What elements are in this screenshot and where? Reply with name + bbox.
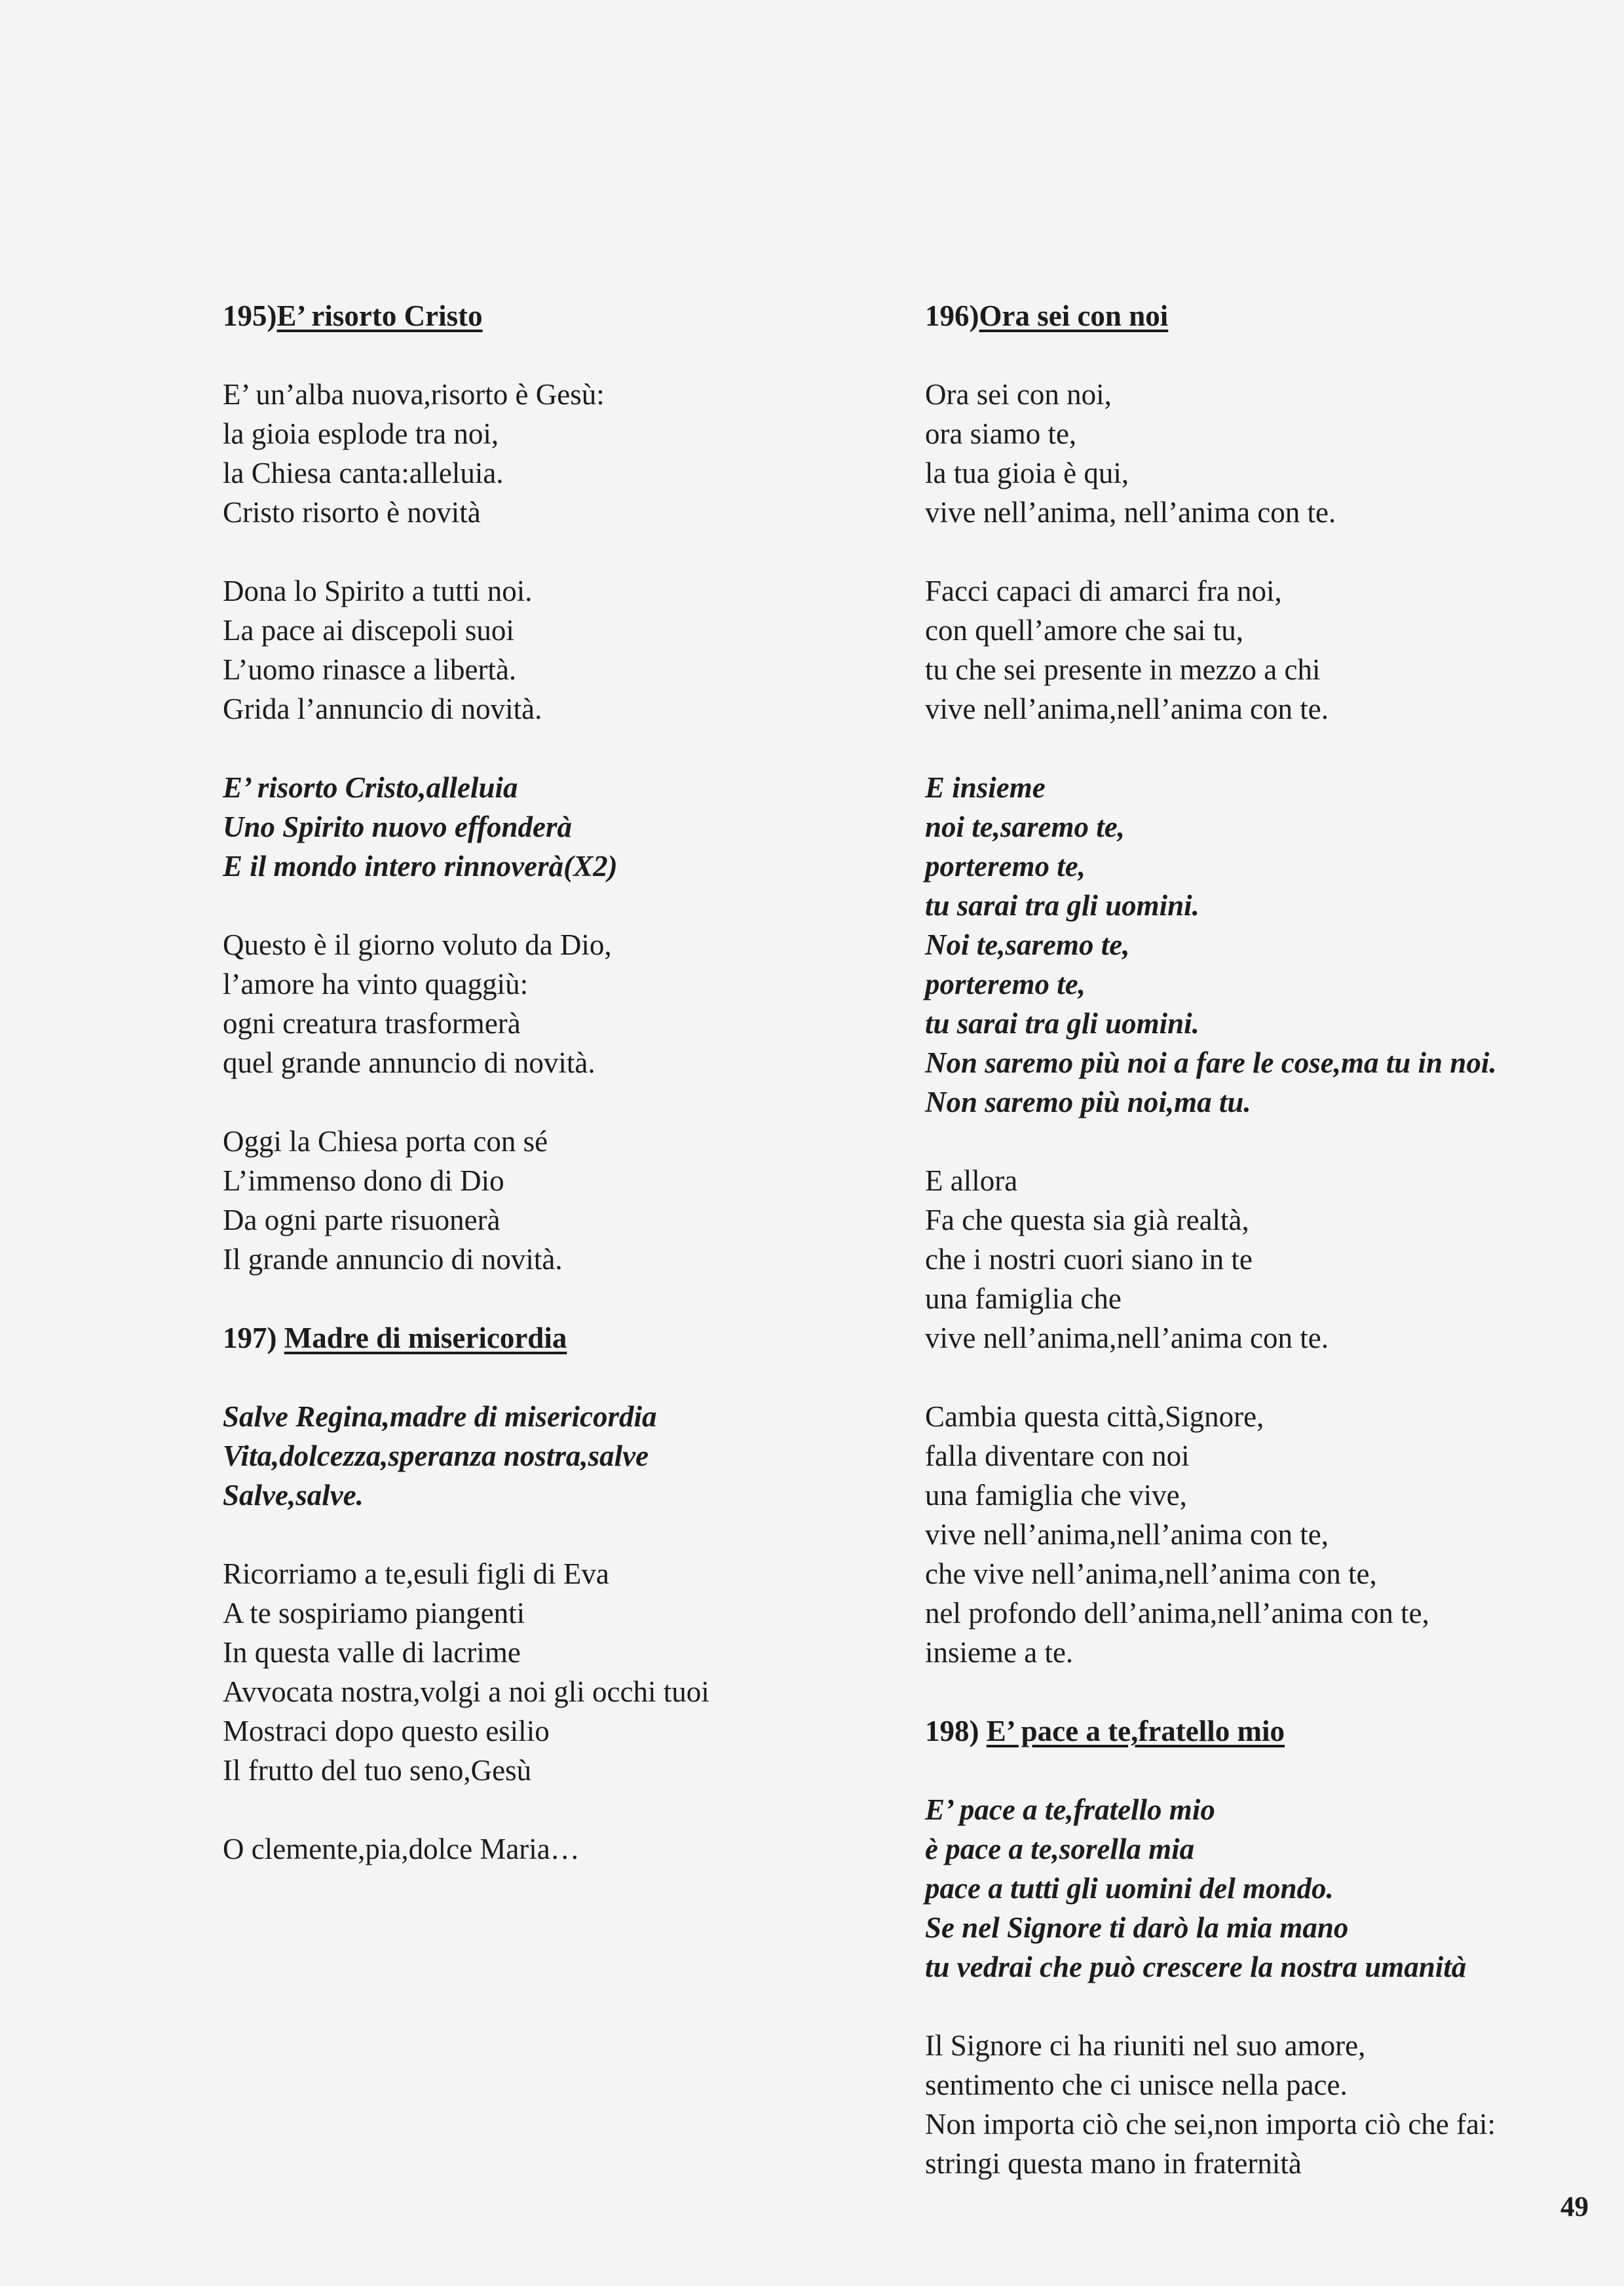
- song: [223, 1318, 878, 1869]
- lyric-line: una famiglia che vive,: [925, 1479, 1187, 1512]
- song-number: 196): [925, 299, 979, 332]
- lyric-line: è pace a te,sorella mia: [925, 1833, 1195, 1865]
- lyric-line: tu vedrai che può crescere la nostra umanità: [925, 1951, 1467, 1983]
- song-title: E’ pace a te,fratello mio: [986, 1715, 1285, 1747]
- lyric-line: Salve Regina,madre di misericordia: [223, 1400, 657, 1433]
- lyric-line: Ora sei con noi,: [925, 378, 1112, 411]
- lyric-line: Questo è il giorno voluto da Dio,: [223, 928, 612, 961]
- lyric-line: Ricorriamo a te,esuli figli di Eva: [223, 1557, 609, 1590]
- chorus-stanza: [223, 1397, 878, 1515]
- lyric-line: In questa valle di lacrime: [223, 1636, 521, 1669]
- lyric-line: Facci capaci di amarci fra noi,: [925, 575, 1282, 607]
- verse-stanza: [925, 1161, 1619, 1358]
- lyric-line: Cristo risorto è novità: [223, 496, 481, 529]
- lyric-line: E allora: [925, 1164, 1018, 1197]
- song-heading: [223, 1318, 878, 1358]
- verse-stanza: [925, 571, 1619, 729]
- lyric-line: insieme a te.: [925, 1636, 1074, 1669]
- lyric-line: Se nel Signore ti darò la mia mano: [925, 1911, 1349, 1944]
- lyric-line: Non importa ciò che sei,non importa ciò che fai:: [925, 2108, 1496, 2141]
- lyric-line: Noi te,saremo te,: [925, 928, 1130, 961]
- lyric-line: con quell’amore che sai tu,: [925, 614, 1244, 647]
- chorus-stanza: [223, 768, 878, 886]
- chorus-stanza: [925, 768, 1619, 1122]
- lyric-line: Non saremo più noi a fare le cose,ma tu in noi.: [925, 1046, 1497, 1079]
- lyric-line: falla diventare con noi: [925, 1439, 1190, 1472]
- lyric-line: che i nostri cuori siano in te: [925, 1243, 1253, 1276]
- lyric-line: Vita,dolcezza,speranza nostra,salve: [223, 1439, 649, 1472]
- lyric-line: Il Signore ci ha riuniti nel suo amore,: [925, 2029, 1366, 2062]
- page-number: 49: [1560, 2192, 1589, 2222]
- lyric-line: vive nell’anima, nell’anima con te.: [925, 496, 1336, 529]
- lyric-line: pace a tutti gli uomini del mondo.: [925, 1872, 1334, 1905]
- lyric-line: Da ogni parte risuonerà: [223, 1204, 500, 1236]
- lyric-line: sentimento che ci unisce nella pace.: [925, 2068, 1348, 2101]
- lyric-line: la gioia esplode tra noi,: [223, 417, 499, 450]
- song: [223, 296, 878, 1279]
- lyric-line: tu che sei presente in mezzo a chi: [925, 653, 1321, 686]
- lyric-line: la tua gioia è qui,: [925, 457, 1129, 489]
- lyric-line: L’immenso dono di Dio: [223, 1164, 504, 1197]
- lyric-line: Non saremo più noi,ma tu.: [925, 1086, 1251, 1118]
- lyric-line: Il grande annuncio di novità.: [223, 1243, 563, 1276]
- lyric-line: vive nell’anima,nell’anima con te.: [925, 693, 1329, 725]
- song-title: E’ risorto Cristo: [276, 299, 483, 332]
- song-title: Ora sei con noi: [979, 299, 1169, 332]
- lyric-line: Cambia questa città,Signore,: [925, 1400, 1264, 1433]
- lyric-line: l’amore ha vinto quaggiù:: [223, 968, 529, 1000]
- song: [925, 296, 1619, 1672]
- lyric-line: ogni creatura trasformerà: [223, 1007, 521, 1040]
- verse-stanza: [223, 375, 878, 532]
- lyric-line: O clemente,pia,dolce Maria…: [223, 1833, 580, 1865]
- lyric-line: porteremo te,: [925, 850, 1086, 883]
- lyric-line: Mostraci dopo questo esilio: [223, 1715, 550, 1747]
- lyric-line: ora siamo te,: [925, 417, 1077, 450]
- song-heading: [223, 296, 878, 335]
- lyric-line: Dona lo Spirito a tutti noi.: [223, 575, 533, 607]
- lyric-line: La pace ai discepoli suoi: [223, 614, 514, 647]
- lyric-line: la Chiesa canta:alleluia.: [223, 457, 504, 489]
- lyric-line: Uno Spirito nuovo effonderà: [223, 810, 572, 843]
- lyric-line: stringi questa mano in fraternità: [925, 2147, 1302, 2180]
- verse-stanza: [223, 1554, 878, 1790]
- lyric-line: vive nell’anima,nell’anima con te.: [925, 1322, 1329, 1354]
- lyric-line: nel profondo dell’anima,nell’anima con te,: [925, 1597, 1429, 1629]
- lyric-line: E insieme: [925, 771, 1046, 804]
- song-number: 195): [223, 299, 277, 332]
- lyric-line: tu sarai tra gli uomini.: [925, 1007, 1199, 1040]
- lyric-line: E’ un’alba nuova,risorto è Gesù:: [223, 378, 605, 411]
- lyric-line: Grida l’annuncio di novità.: [223, 693, 542, 725]
- lyric-line: Oggi la Chiesa porta con sé: [223, 1125, 548, 1158]
- verse-stanza: [223, 571, 878, 729]
- lyric-line: una famiglia che: [925, 1282, 1122, 1315]
- song-number: 197): [223, 1322, 284, 1354]
- lyric-line: Fa che questa sia già realtà,: [925, 1204, 1249, 1236]
- song-heading: [925, 1711, 1619, 1751]
- verse-stanza: [223, 1122, 878, 1279]
- verse-stanza: [925, 2026, 1619, 2183]
- lyric-line: E il mondo intero rinnoverà(X2): [223, 850, 618, 883]
- lyric-line: noi te,saremo te,: [925, 810, 1125, 843]
- song-heading: [925, 296, 1619, 335]
- song-title: Madre di misericordia: [284, 1322, 567, 1354]
- right-column: [925, 296, 1619, 2222]
- lyric-line: Il frutto del tuo seno,Gesù: [223, 1754, 532, 1787]
- verse-stanza: [925, 375, 1619, 532]
- chorus-stanza: [925, 1790, 1619, 1987]
- lyric-line: A te sospiriamo piangenti: [223, 1597, 525, 1629]
- left-column: [223, 296, 878, 1908]
- lyric-line: porteremo te,: [925, 968, 1086, 1000]
- lyric-line: quel grande annuncio di novità.: [223, 1046, 595, 1079]
- lyric-line: tu sarai tra gli uomini.: [925, 889, 1199, 922]
- lyric-line: E’ pace a te,fratello mio: [925, 1793, 1215, 1826]
- song: [925, 1711, 1619, 2183]
- lyric-line: Salve,salve.: [223, 1479, 364, 1512]
- verse-stanza: [925, 1397, 1619, 1672]
- verse-stanza: [223, 1829, 878, 1869]
- lyric-line: E’ risorto Cristo,alleluia: [223, 771, 518, 804]
- lyric-line: L’uomo rinasce a libertà.: [223, 653, 517, 686]
- song-number: 198): [925, 1715, 987, 1747]
- lyric-line: che vive nell’anima,nell’anima con te,: [925, 1557, 1377, 1590]
- verse-stanza: [223, 925, 878, 1082]
- lyric-line: Avvocata nostra,volgi a noi gli occhi tuoi: [223, 1675, 709, 1708]
- lyric-line: vive nell’anima,nell’anima con te,: [925, 1518, 1329, 1551]
